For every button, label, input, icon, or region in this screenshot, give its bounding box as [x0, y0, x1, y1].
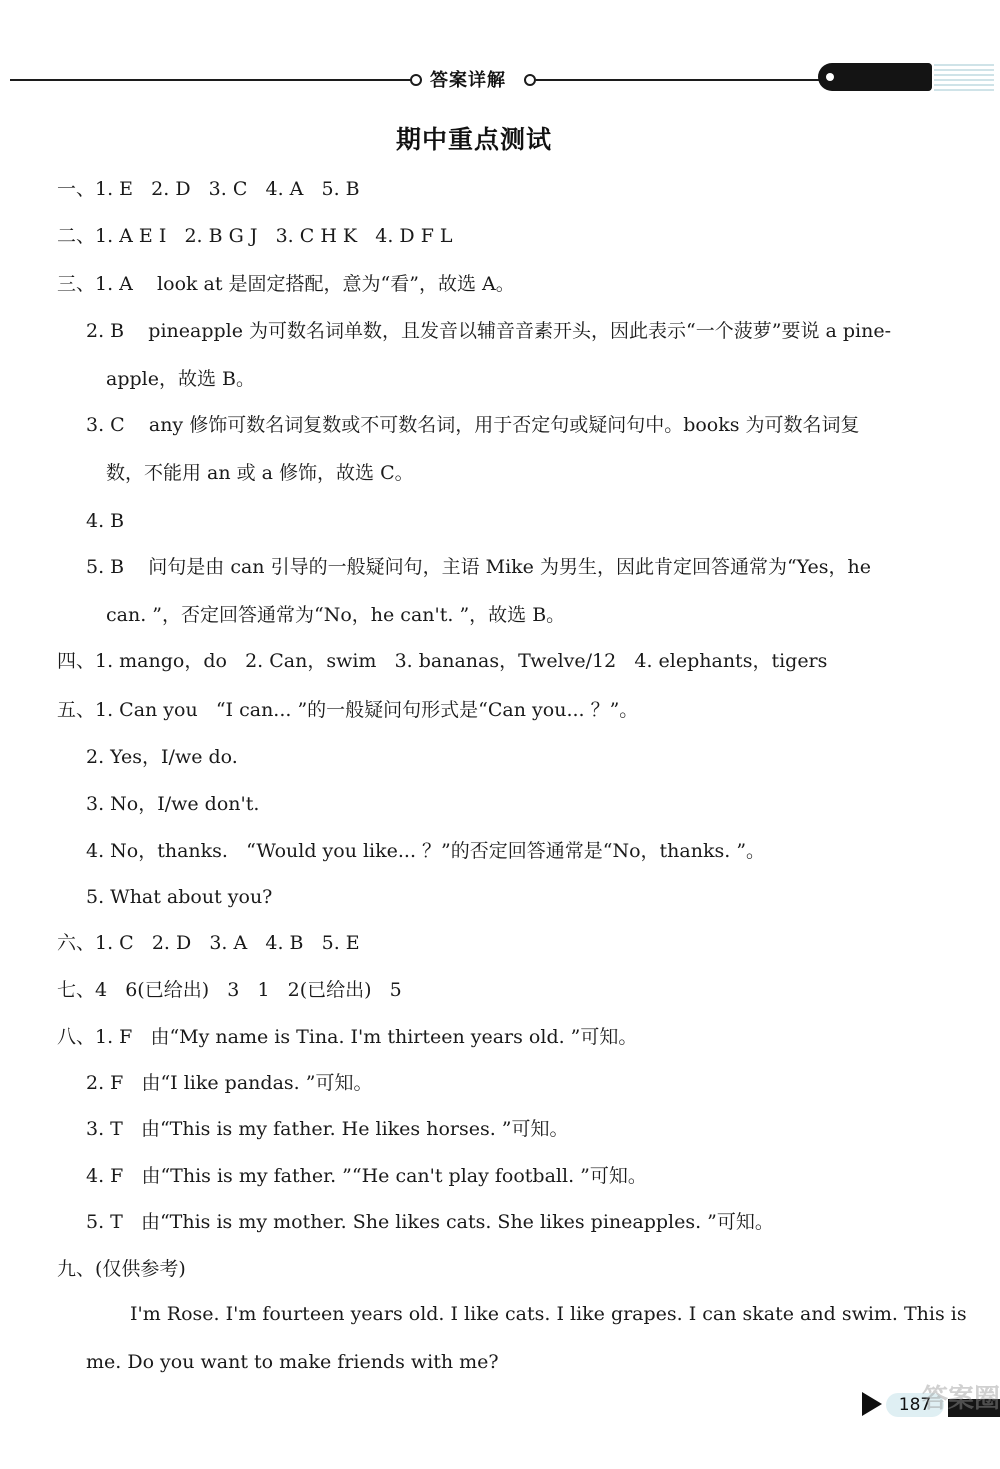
answer-line-5-2: 2. Yes，I/we do.	[86, 746, 238, 768]
answer-line-6-1: 六、1. C 2. D 3. A 4. B 5. E	[57, 932, 360, 954]
sample-paragraph-line-1: I'm Rose. I'm fourteen years old. I like cats. I like grapes. I can skate and swim. This is	[130, 1303, 967, 1325]
header-tab	[818, 63, 932, 91]
header-rule-dot-right	[524, 74, 536, 86]
page-number: 187	[886, 1393, 944, 1417]
answer-line-3-4: 4. B	[86, 510, 125, 532]
answer-line-8-3: 3. T 由“This is my father. He likes horses. ”可知。	[86, 1118, 569, 1140]
header-rule-left	[10, 79, 414, 81]
answer-line-3-1: 三、1. A look at 是固定搭配，意为“看”，故选 A。	[57, 273, 515, 295]
answer-line-5-5: 5. What about you?	[86, 886, 273, 908]
answer-line-3-2-cont: apple，故选 B。	[106, 368, 255, 390]
answer-line-3-5-cont: can. ”，否定回答通常为“No，he can't. ”，故选 B。	[106, 604, 566, 626]
answer-line-1-1: 一、1. E 2. D 3. C 4. A 5. B	[57, 178, 360, 200]
answer-line-3-3: 3. C any 修饰可数名词复数或不可数名词，用于否定句或疑问句中。books 为可数名词复	[86, 414, 860, 436]
watermark: 答案圈	[921, 1384, 1000, 1414]
header-rule-right	[536, 79, 820, 81]
answer-line-7-1: 七、4 6(已给出) 3 1 2(已给出) 5	[57, 979, 402, 1001]
answer-line-3-2: 2. B pineapple 为可数名词单数，且发音以辅音音素开头，因此表示“一个菠萝”要说 a pine-	[86, 320, 891, 342]
page-title: 期中重点测试	[395, 125, 552, 154]
answer-line-8-2: 2. F 由“I like pandas. ”可知。	[86, 1072, 373, 1094]
answer-line-5-4: 4. No，thanks. “Would you like... ？”的否定回答通常是“No，thanks. ”。	[86, 840, 766, 862]
answer-line-5-1: 五、1. Can you “I can... ”的一般疑问句形式是“Can you... ？”。	[57, 699, 639, 721]
header-rule-dot-left	[410, 74, 422, 86]
answer-line-5-3: 3. No，I/we don't.	[86, 793, 260, 815]
answer-line-8-5: 5. T 由“This is my mother. She likes cats. She likes pineapples. ”可知。	[86, 1211, 774, 1233]
answer-line-8-1: 八、1. F 由“My name is Tina. I'm thirteen years old. ”可知。	[57, 1026, 638, 1048]
sample-paragraph-line-2: me. Do you want to make friends with me?	[86, 1351, 499, 1373]
header-stripes	[934, 63, 994, 91]
header-section-label: 答案详解	[430, 70, 506, 91]
answer-line-9-1: 九、(仅供参考)	[57, 1258, 186, 1280]
answer-line-4-1: 四、1. mango，do 2. Can，swim 3. bananas，Twelve/12 4. elephants，tigers	[57, 650, 828, 672]
answer-line-8-4: 4. F 由“This is my father. ”“He can't play football. ”可知。	[86, 1165, 647, 1187]
answer-line-3-5: 5. B 问句是由 can 引导的一般疑问句，主语 Mike 为男生，因此肯定回答通常为“Yes，he	[86, 556, 872, 578]
answer-line-2-1: 二、1. A E I 2. B G J 3. C H K 4. D F L	[57, 225, 453, 247]
answer-line-3-3-cont: 数，不能用 an 或 a 修饰，故选 C。	[106, 462, 414, 484]
header-tab-hole	[826, 73, 834, 81]
